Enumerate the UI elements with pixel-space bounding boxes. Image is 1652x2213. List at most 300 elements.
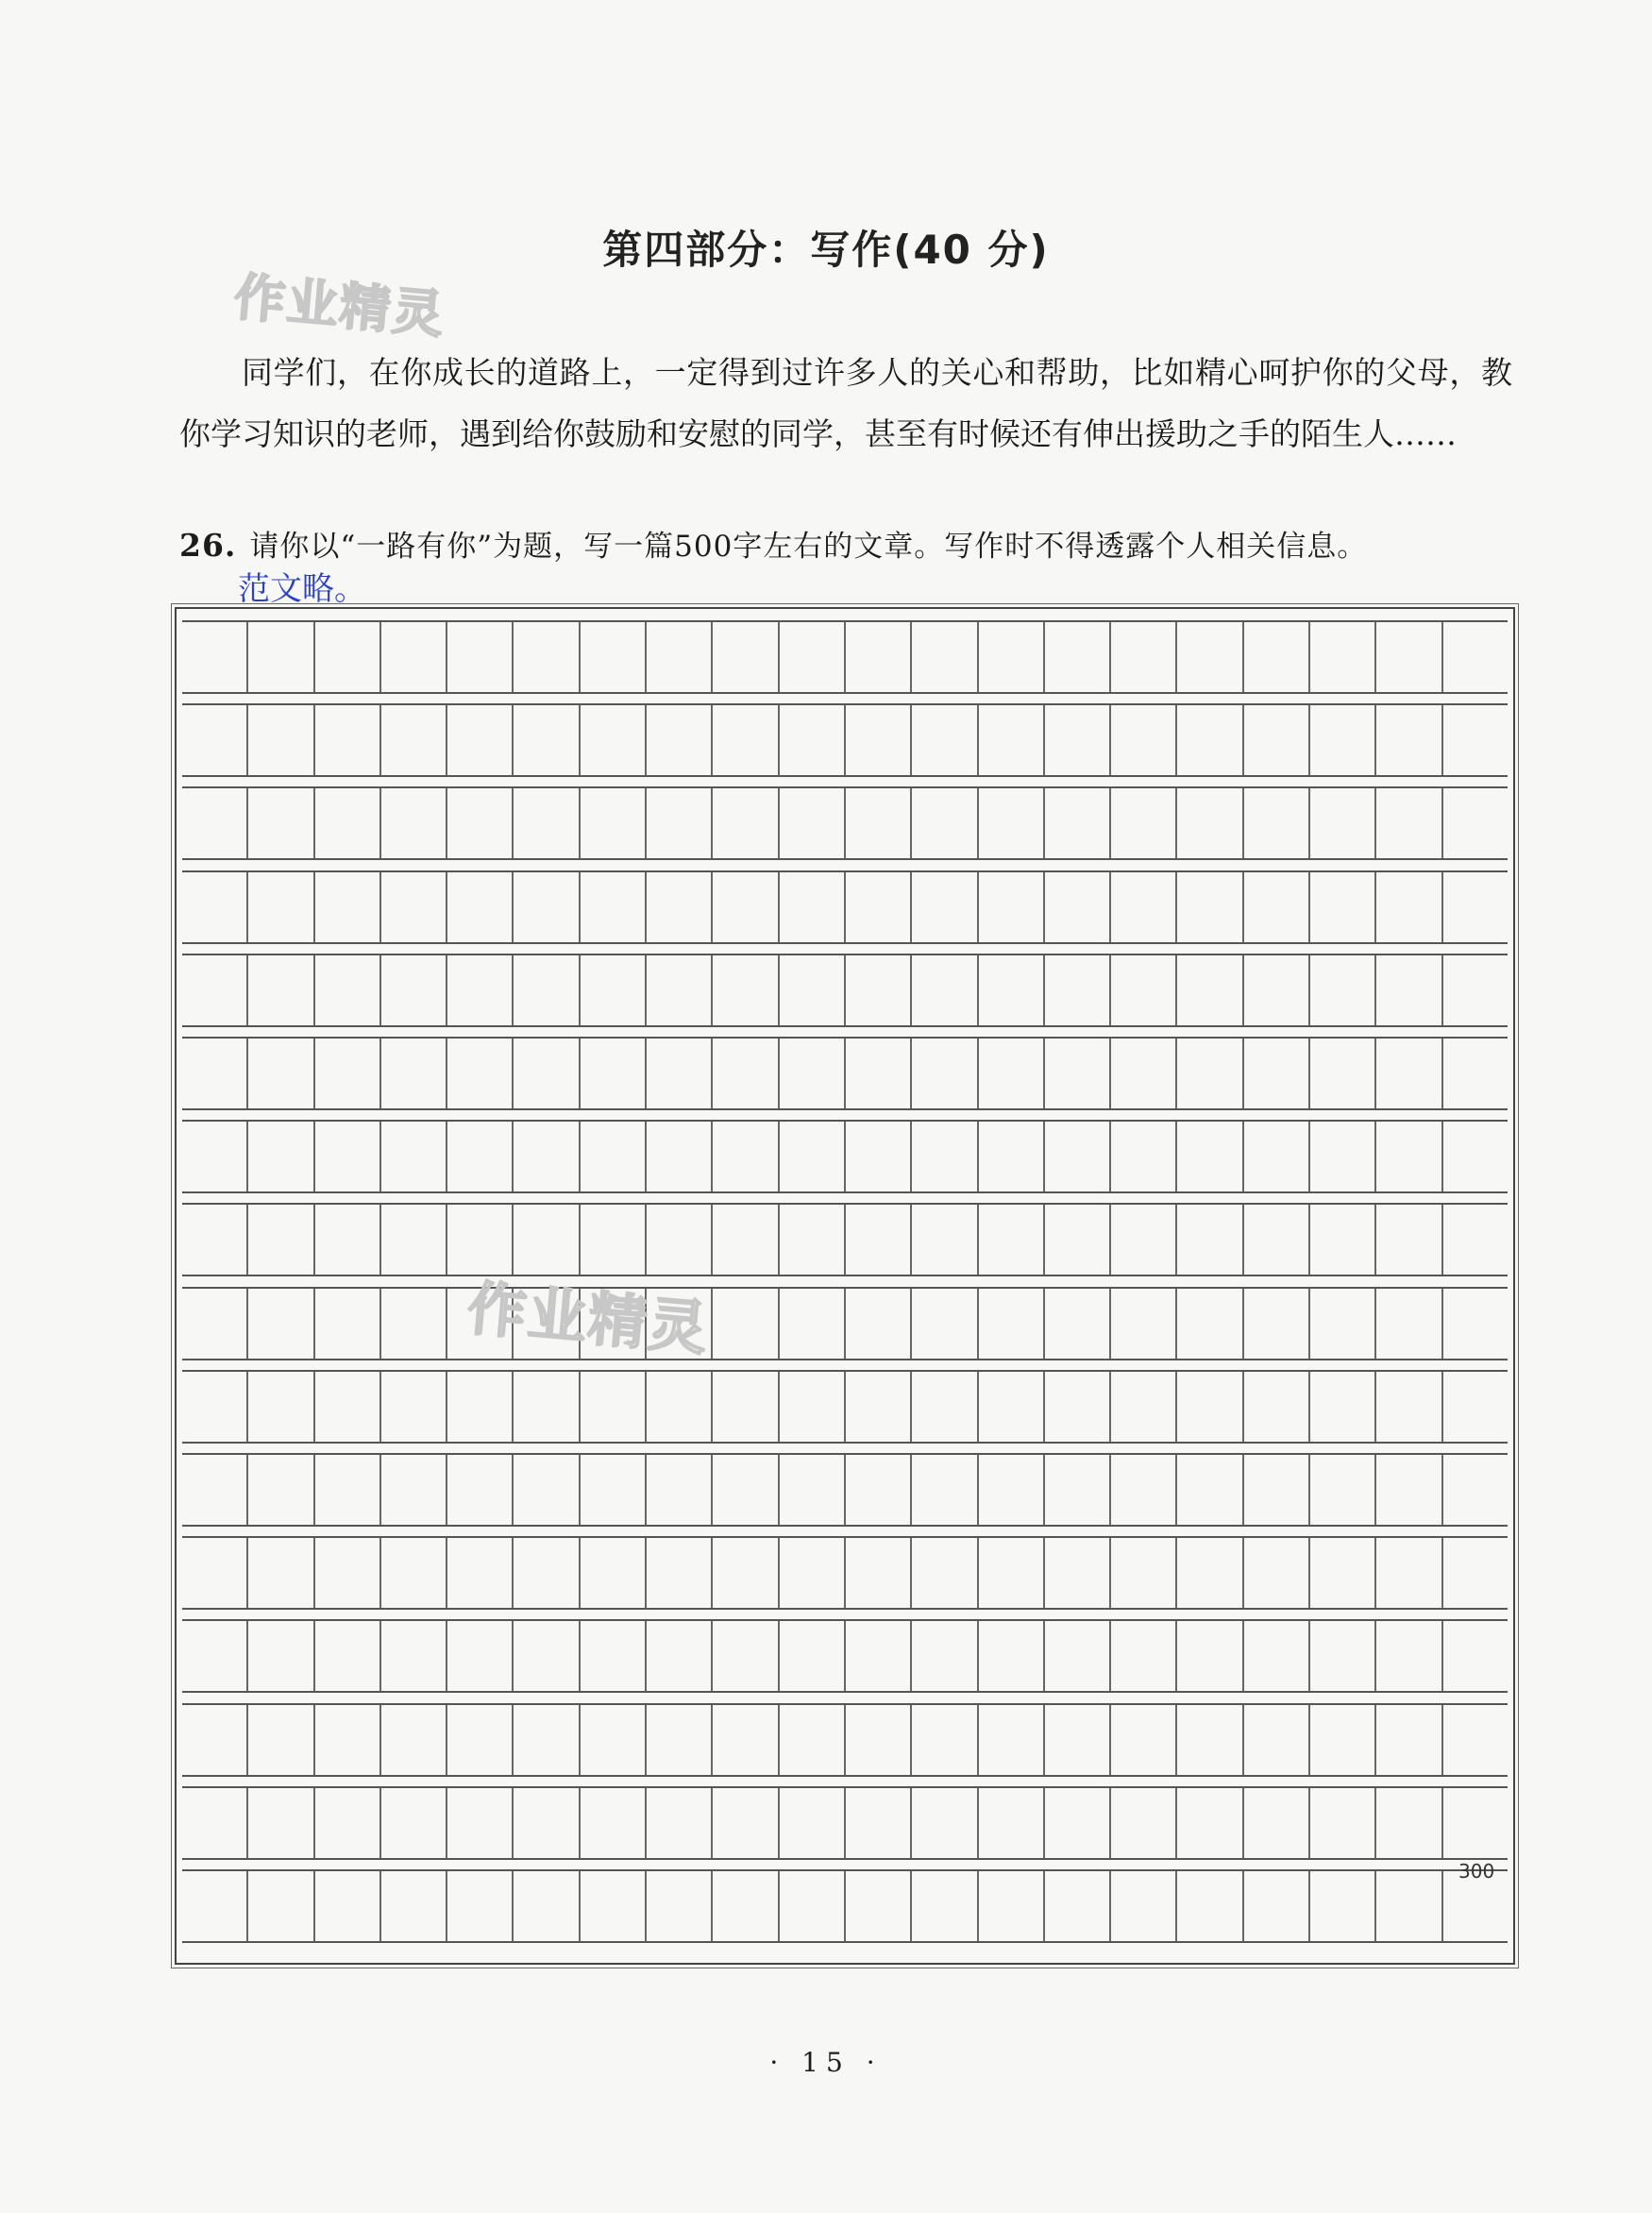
grid-cell: [645, 1538, 711, 1608]
grid-cell: [446, 1788, 512, 1858]
grid-cell: [379, 1205, 446, 1275]
grid-row: [182, 1536, 1508, 1610]
grid-cell: [579, 788, 645, 858]
grid-cell: [1441, 955, 1508, 1025]
grid-cell: [1175, 1039, 1241, 1108]
grid-cell: [645, 622, 711, 692]
grid-cell: [1441, 1621, 1508, 1691]
grid-cell: [645, 788, 711, 858]
grid-cell: [1308, 1538, 1374, 1608]
grid-cell: [778, 1705, 844, 1775]
grid-cell: [579, 1372, 645, 1442]
grid-cell: [182, 1455, 246, 1525]
grid-cell: [579, 1455, 645, 1525]
grid-cell: [579, 1788, 645, 1858]
grid-cell: [1308, 1705, 1374, 1775]
grid-cell: [579, 1705, 645, 1775]
grid-row: [182, 1869, 1508, 1943]
grid-cell: [910, 788, 976, 858]
grid-cell: [512, 1039, 578, 1108]
grid-cell: [645, 1455, 711, 1525]
grid-cell: [1242, 1455, 1308, 1525]
grid-cell: [711, 788, 777, 858]
grid-cell: [1109, 622, 1175, 692]
grid-cell: [579, 1871, 645, 1941]
grid-cell: [711, 705, 777, 775]
grid-cell: [1043, 1122, 1109, 1191]
writing-grid: [175, 607, 1515, 1965]
grid-cell: [246, 1205, 312, 1275]
grid-cell: [977, 1621, 1043, 1691]
grid-cell: [1441, 1538, 1508, 1608]
grid-cell: [512, 1455, 578, 1525]
grid-cell: [1109, 1289, 1175, 1359]
grid-cell: [910, 1538, 976, 1608]
grid-cell: [1308, 788, 1374, 858]
grid-cell: [1374, 955, 1441, 1025]
grid-cell: [182, 1871, 246, 1941]
grid-cell: [1043, 1039, 1109, 1108]
grid-row: [182, 1203, 1508, 1276]
grid-cell: [977, 1205, 1043, 1275]
grid-cell: [844, 1205, 910, 1275]
grid-cell: [1109, 872, 1175, 942]
grid-cell: [379, 788, 446, 858]
grid-cell: [1308, 1289, 1374, 1359]
grid-cell: [1308, 1871, 1374, 1941]
grid-cell: [182, 955, 246, 1025]
grid-cell: [977, 1122, 1043, 1191]
grid-cell: [1175, 872, 1241, 942]
grid-cell: [1374, 622, 1441, 692]
grid-cell: [778, 1788, 844, 1858]
grid-cell: [313, 1122, 379, 1191]
grid-cell: [977, 788, 1043, 858]
grid-cell: [246, 788, 312, 858]
grid-cell: [1175, 1455, 1241, 1525]
grid-cell: [379, 1788, 446, 1858]
grid-cell: [1308, 872, 1374, 942]
grid-cell: [711, 1788, 777, 1858]
grid-cell: [844, 872, 910, 942]
grid-cell: [711, 1122, 777, 1191]
grid-cell: [1043, 1621, 1109, 1691]
grid-cell: [1242, 1621, 1308, 1691]
grid-cell: [579, 705, 645, 775]
grid-cell: [844, 1122, 910, 1191]
grid-cell: [645, 1788, 711, 1858]
grid-cell: [977, 1289, 1043, 1359]
grid-cell: [910, 1205, 976, 1275]
grid-cell: [778, 1621, 844, 1691]
grid-cell: [1043, 872, 1109, 942]
grid-cell: [711, 872, 777, 942]
grid-row: [182, 1037, 1508, 1110]
grid-cell: [446, 1705, 512, 1775]
grid-cell: [1175, 1788, 1241, 1858]
grid-cell: [1043, 705, 1109, 775]
grid-cell: [379, 705, 446, 775]
grid-cell: [246, 1538, 312, 1608]
grid-cell: [182, 788, 246, 858]
grid-cell: [1374, 1372, 1441, 1442]
grid-cell: [711, 1372, 777, 1442]
grid-cell: [1175, 1372, 1241, 1442]
section-title: 第四部分：写作(40 分): [602, 227, 1050, 273]
grid-cell: [182, 622, 246, 692]
grid-cell: [1242, 1372, 1308, 1442]
grid-cell: [844, 1788, 910, 1858]
grid-cell: [645, 955, 711, 1025]
watermark-logo: 作业精灵: [231, 266, 448, 346]
grid-cell: [1242, 622, 1308, 692]
grid-cell: [446, 872, 512, 942]
grid-cell: [313, 1538, 379, 1608]
grid-cell: [1109, 1205, 1175, 1275]
grid-cell: [645, 872, 711, 942]
grid-row: [182, 786, 1508, 860]
grid-cell: [844, 622, 910, 692]
grid-cell: [446, 1039, 512, 1108]
grid-cell: [711, 1705, 777, 1775]
grid-cell: [1242, 705, 1308, 775]
grid-cell: [379, 1372, 446, 1442]
grid-cell: [1043, 1205, 1109, 1275]
grid-cell: [1043, 1788, 1109, 1858]
question-26: [179, 525, 1520, 567]
grid-cell: [1175, 705, 1241, 775]
grid-cell: [1242, 1205, 1308, 1275]
grid-cell: [379, 1455, 446, 1525]
grid-cell: [1109, 1122, 1175, 1191]
grid-cell: [977, 705, 1043, 775]
grid-cell: [1441, 1205, 1508, 1275]
grid-cell: [910, 955, 976, 1025]
grid-cell: [1308, 1621, 1374, 1691]
grid-row: [182, 1287, 1508, 1360]
grid-cell: [1242, 1788, 1308, 1858]
grid-cell: [645, 1122, 711, 1191]
grid-cell: [246, 1289, 312, 1359]
grid-cell: [645, 1705, 711, 1775]
grid-cell: [977, 1705, 1043, 1775]
grid-cell: [313, 1871, 379, 1941]
grid-cell: [379, 622, 446, 692]
grid-cell: [1109, 1039, 1175, 1108]
grid-cell: [1043, 1372, 1109, 1442]
grid-cell: [778, 955, 844, 1025]
grid-cell: [446, 1538, 512, 1608]
grid-cell: [711, 955, 777, 1025]
grid-cell: [1109, 788, 1175, 858]
grid-cell: [1441, 1455, 1508, 1525]
grid-cell: [579, 1205, 645, 1275]
grid-cell: [711, 1205, 777, 1275]
grid-cell: [1175, 622, 1241, 692]
grid-cell: [910, 1039, 976, 1108]
grid-cell: [182, 1289, 246, 1359]
grid-cell: [579, 1621, 645, 1691]
grid-cell: [1242, 872, 1308, 942]
grid-cell: [379, 1538, 446, 1608]
grid-cell: [1242, 1871, 1308, 1941]
grid-cell: [446, 788, 512, 858]
grid-cell: [1441, 622, 1508, 692]
grid-cell: [313, 1289, 379, 1359]
grid-cell: [182, 1122, 246, 1191]
grid-cell: [1109, 705, 1175, 775]
grid-cell: [711, 1289, 777, 1359]
grid-cell: [1441, 1289, 1508, 1359]
grid-cell: [313, 955, 379, 1025]
grid-cell: [1374, 1455, 1441, 1525]
grid-cell: [844, 1039, 910, 1108]
grid-cell: [778, 1039, 844, 1108]
grid-row: [182, 1453, 1508, 1527]
grid-cell: [1374, 872, 1441, 942]
grid-cell: [1043, 622, 1109, 692]
question-text: 请你以“一路有你”为题，写一篇500字左右的文章。写作时不得透露个人相关信息。: [249, 530, 1368, 564]
grid-cell: [1374, 1871, 1441, 1941]
grid-cell: [1441, 788, 1508, 858]
grid-cell: [844, 1538, 910, 1608]
grid-cell: [1441, 705, 1508, 775]
char-count-marker: 300: [1458, 1860, 1495, 1883]
grid-cell: [246, 955, 312, 1025]
grid-cell: [446, 1455, 512, 1525]
grid-cell: [1109, 1455, 1175, 1525]
grid-cell: [1374, 1788, 1441, 1858]
grid-cell: [246, 622, 312, 692]
grid-cell: [182, 872, 246, 942]
grid-cell: [910, 1788, 976, 1858]
grid-cell: [778, 1455, 844, 1525]
grid-cell: [246, 1122, 312, 1191]
grid-cell: [1043, 1538, 1109, 1608]
grid-cell: [1374, 1039, 1441, 1108]
grid-cell: [446, 1372, 512, 1442]
grid-cell: [1441, 872, 1508, 942]
grid-cell: [1175, 1205, 1241, 1275]
grid-cell: [1441, 1122, 1508, 1191]
grid-cell: [246, 705, 312, 775]
grid-cell: [512, 1122, 578, 1191]
grid-cell: [446, 955, 512, 1025]
grid-cell: [1242, 1705, 1308, 1775]
grid-cell: [379, 1289, 446, 1359]
grid-row: [182, 703, 1508, 777]
grid-cell: [1109, 1621, 1175, 1691]
grid-cell: [512, 705, 578, 775]
grid-cell: [778, 872, 844, 942]
grid-cell: [313, 622, 379, 692]
grid-cell: [246, 1372, 312, 1442]
grid-cell: [313, 1455, 379, 1525]
grid-cell: [446, 1621, 512, 1691]
grid-cell: [246, 1039, 312, 1108]
grid-cell: [313, 1705, 379, 1775]
grid-cell: [1374, 788, 1441, 858]
grid-cell: [1374, 1705, 1441, 1775]
grid-cell: [512, 788, 578, 858]
grid-cell: [977, 1039, 1043, 1108]
grid-cell: [1175, 1122, 1241, 1191]
grid-cell: [1175, 1621, 1241, 1691]
grid-cell: [1441, 1705, 1508, 1775]
grid-cell: [1109, 1538, 1175, 1608]
grid-cell: [844, 955, 910, 1025]
grid-cell: [977, 622, 1043, 692]
grid-cell: [512, 622, 578, 692]
grid-cell: [645, 1621, 711, 1691]
grid-row: [182, 1703, 1508, 1777]
grid-cell: [1242, 955, 1308, 1025]
grid-cell: [1043, 788, 1109, 858]
grid-cell: [1308, 955, 1374, 1025]
grid-cell: [1175, 788, 1241, 858]
grid-cell: [446, 1871, 512, 1941]
grid-cell: [1109, 1788, 1175, 1858]
grid-cell: [1175, 1705, 1241, 1775]
grid-cell: [313, 705, 379, 775]
grid-cell: [910, 1871, 976, 1941]
grid-cell: [1308, 1122, 1374, 1191]
grid-cell: [645, 1871, 711, 1941]
grid-cell: [844, 1621, 910, 1691]
grid-cell: [778, 1538, 844, 1608]
grid-cell: [1043, 1871, 1109, 1941]
grid-row: [182, 1786, 1508, 1860]
grid-row: [182, 620, 1508, 694]
grid-cell: [182, 1205, 246, 1275]
grid-cell: [512, 872, 578, 942]
grid-row: [182, 870, 1508, 944]
grid-cell: [579, 1122, 645, 1191]
grid-row: [182, 1370, 1508, 1444]
grid-cell: [910, 1621, 976, 1691]
grid-cell: [182, 1705, 246, 1775]
grid-cell: [1308, 1372, 1374, 1442]
answer-note: 范文略。: [238, 570, 366, 608]
grid-cell: [1374, 1538, 1441, 1608]
grid-cell: [1109, 1705, 1175, 1775]
grid-cell: [1043, 1289, 1109, 1359]
grid-cell: [910, 1705, 976, 1775]
grid-cell: [512, 955, 578, 1025]
grid-cell: [1242, 1538, 1308, 1608]
grid-cell: [844, 1705, 910, 1775]
grid-cell: [246, 1621, 312, 1691]
grid-cell: [1374, 1205, 1441, 1275]
grid-cell: [778, 1372, 844, 1442]
grid-cell: [1308, 1039, 1374, 1108]
grid-cell: [579, 1538, 645, 1608]
grid-cell: [579, 622, 645, 692]
grid-cell: [844, 1455, 910, 1525]
grid-cell: [844, 1372, 910, 1442]
grid-row: [182, 1120, 1508, 1193]
grid-cell: [313, 1621, 379, 1691]
grid-cell: [446, 705, 512, 775]
grid-cell: [246, 1705, 312, 1775]
grid-cell: [379, 1871, 446, 1941]
grid-cell: [313, 1372, 379, 1442]
grid-cell: [1374, 1621, 1441, 1691]
grid-cell: [512, 1788, 578, 1858]
intro-paragraph: 同学们，在你成长的道路上，一定得到过许多人的关心和帮助，比如精心呵护你的父母，教你学习知识的老师，遇到给你鼓励和安慰的同学，甚至有时候还有伸出援助之手的陌生人……: [179, 354, 1512, 452]
grid-cell: [977, 1455, 1043, 1525]
grid-cell: [1175, 1538, 1241, 1608]
watermark-logo-center: 作业精灵: [464, 1273, 712, 1363]
page-number: · 15 ·: [769, 2047, 883, 2078]
grid-cell: [512, 1538, 578, 1608]
grid-cell: [910, 622, 976, 692]
grid-cell: [1242, 1289, 1308, 1359]
grid-cell: [1109, 1372, 1175, 1442]
grid-cell: [1441, 1788, 1508, 1858]
grid-cell: [778, 1289, 844, 1359]
grid-cell: [579, 1039, 645, 1108]
grid-cell: [910, 1122, 976, 1191]
grid-cell: [512, 1205, 578, 1275]
grid-cell: [379, 1621, 446, 1691]
grid-cell: [1175, 1289, 1241, 1359]
grid-cell: [778, 1122, 844, 1191]
question-number: 26.: [179, 527, 237, 564]
grid-cell: [579, 872, 645, 942]
grid-cell: [182, 1372, 246, 1442]
grid-cell: [246, 1455, 312, 1525]
grid-cell: [379, 1122, 446, 1191]
grid-cell: [711, 1039, 777, 1108]
grid-cell: [910, 1289, 976, 1359]
grid-cell: [1175, 955, 1241, 1025]
grid-cell: [1374, 1289, 1441, 1359]
grid-cell: [1109, 1871, 1175, 1941]
grid-cell: [512, 1705, 578, 1775]
grid-cell: [910, 872, 976, 942]
grid-cell: [1374, 705, 1441, 775]
grid-cell: [977, 872, 1043, 942]
grid-cell: [711, 1538, 777, 1608]
grid-cell: [1374, 1122, 1441, 1191]
grid-cell: [910, 705, 976, 775]
grid-cell: [844, 1871, 910, 1941]
grid-cell: [910, 1372, 976, 1442]
grid-cell: [313, 788, 379, 858]
grid-cell: [910, 1455, 976, 1525]
grid-cell: [182, 1039, 246, 1108]
grid-cell: [977, 955, 1043, 1025]
grid-cell: [711, 1621, 777, 1691]
grid-cell: [313, 872, 379, 942]
grid-cell: [379, 955, 446, 1025]
grid-cell: [977, 1788, 1043, 1858]
grid-cell: [645, 1039, 711, 1108]
grid-cell: [778, 1205, 844, 1275]
grid-cell: [182, 1621, 246, 1691]
grid-cell: [711, 622, 777, 692]
grid-cell: [512, 1871, 578, 1941]
grid-cell: [1242, 1122, 1308, 1191]
grid-cell: [313, 1205, 379, 1275]
grid-cell: [977, 1538, 1043, 1608]
grid-cell: [246, 1871, 312, 1941]
grid-cell: [1175, 1871, 1241, 1941]
grid-cell: [844, 1289, 910, 1359]
grid-cell: [977, 1871, 1043, 1941]
grid-cell: [1308, 1455, 1374, 1525]
